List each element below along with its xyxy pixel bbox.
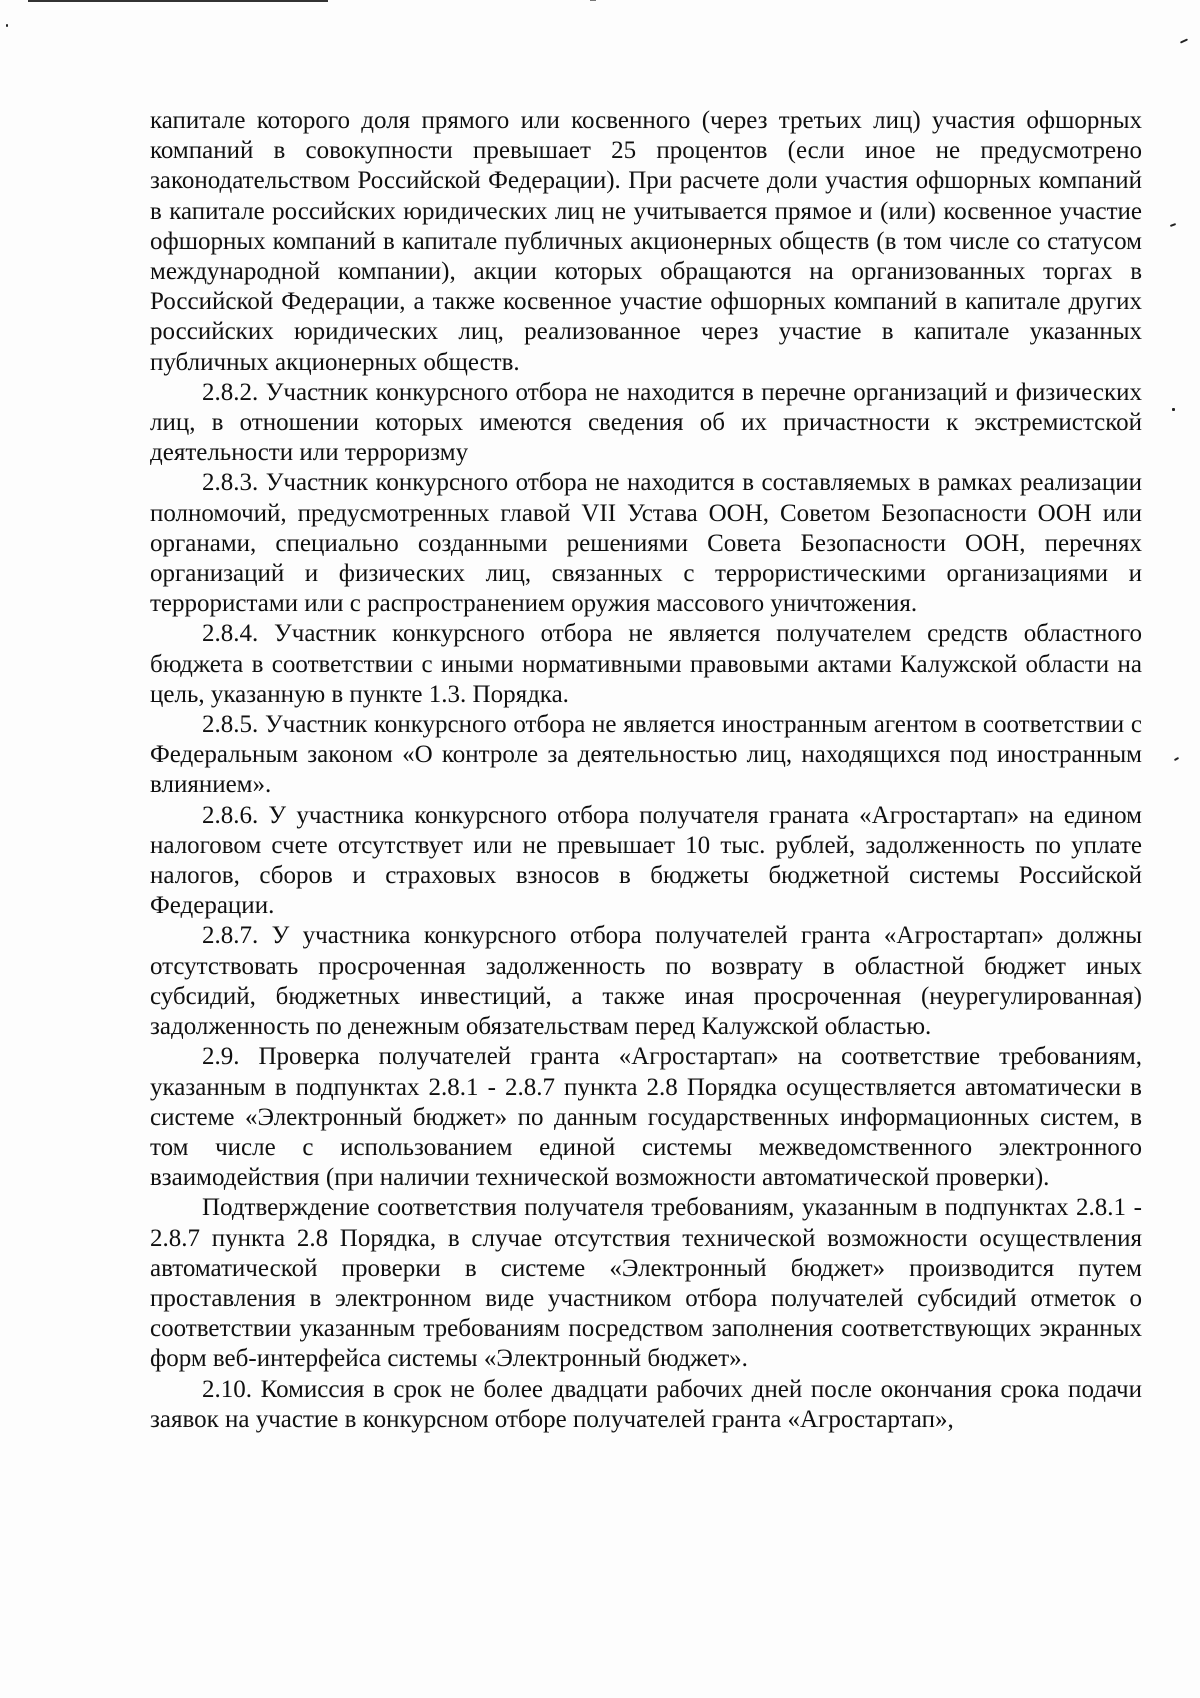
paragraph-2-8-4: 2.8.4. Участник конкурсного отбора не является получателем средств областного бюджета в соответствии с иными нормативными правовыми актами Калужской области на цель, указанную в пункте 1.3. Порядка. [150, 620, 1142, 708]
document-body [150, 106, 1142, 1435]
paragraph-2-10: 2.10. Комиссия в срок не более двадцати рабочих дней после окончания срока подачи заявок на участие в конкурсном отборе получателей гранта «Агростартап», [150, 1375, 1142, 1433]
paragraph-2-8-7: 2.8.7. У участника конкурсного отбора получателей гранта «Агростартап» должны отсутствовать просроченная задолженность по возврату в областной бюджет иных субсидий, бюджетных инвестиций, а также иная просроченная (неурегулированная) задолженность по денежным обязательствам перед Калужской областью. [150, 922, 1142, 1041]
paragraph-2-8-1-continuation: капитале которого доля прямого или косвенного (через третьих лиц) участия офшорных компаний в совокупности превышает 25 процентов (если иное не предусмотрено законодательством Российской Федерации). При расчете доли участия офшорных компаний в капитале российских юридических лиц не учитывается прямое и (или) косвенное участие офшорных компаний в капитале публичных акционерных обществ (в том числе со статусом международной компании), акции которых обращаются на организованных торгах в Российской Федерации, а также косвенное участие офшорных компаний в капитале других российских юридических лиц, реализованное через участие в капитале указанных публичных акционерных обществ. [150, 107, 1142, 376]
scan-speck [6, 24, 8, 27]
paragraph-2-9-confirmation: Подтверждение соответствия получателя требованиям, указанным в подпунктах 2.8.1 - 2.8.7 пункта 2.8 Порядка, в случае отсутствия технической возможности осуществления автоматической проверки в системе «Электронный бюджет» производится путем проставления в электронном виде участником отбора получателей субсидий отметок о соответствии указанным требованиям посредством заполнения соответствующих экранных форм веб-интерфейса системы «Электронный бюджет». [150, 1194, 1142, 1373]
paragraph-2-8-5: 2.8.5. Участник конкурсного отбора не является иностранным агентом в соответствии с Федеральным законом «О контроле за деятельностью лиц, находящихся под иностранным влиянием». [150, 711, 1142, 799]
scan-speck [1174, 757, 1179, 761]
top-scan-mark [590, 0, 596, 1]
paragraph-2-8-2: 2.8.2. Участник конкурсного отбора не находится в перечне организаций и физических лиц, в отношении которых имеются сведения об их причастности к экстремистской деятельности или терроризму [150, 378, 1142, 467]
paragraph-2-9: 2.9. Проверка получателей гранта «Агростартап» на соответствие требованиям, указанным в подпунктах 2.8.1 - 2.8.7 пункта 2.8 Порядка осуществляется автоматически в системе «Электронный бюджет» по данным государственных информационных систем, в том числе с использованием единой системы межведомственного электронного взаимодействия (при наличии технической возможности автоматической проверки). [150, 1043, 1142, 1192]
top-scan-edge-line [28, 0, 328, 2]
scan-speck [1180, 38, 1188, 43]
paragraph-2-8-6: 2.8.6. У участника конкурсного отбора получателя граната «Агростартап» на едином налоговом счете отсутствует или не превышает 10 тыс. рублей, задолженность по уплате налогов, сборов и страховых взносов в бюджеты бюджетной системы Российской Федерации. [150, 801, 1142, 920]
scan-speck [1172, 408, 1175, 411]
paragraph-2-8-3: 2.8.3. Участник конкурсного отбора не находится в составляемых в рамках реализации полномочий, предусмотренных главой VII Устава ООН, Советом Безопасности ООН или органами, специально созданными решениями Совета Безопасности ООН, перечнях организаций и физических лиц, связанных с террористическими организациями и террористами или с распространением оружия массового уничтожения. [150, 469, 1142, 618]
scan-speck [1170, 223, 1176, 227]
